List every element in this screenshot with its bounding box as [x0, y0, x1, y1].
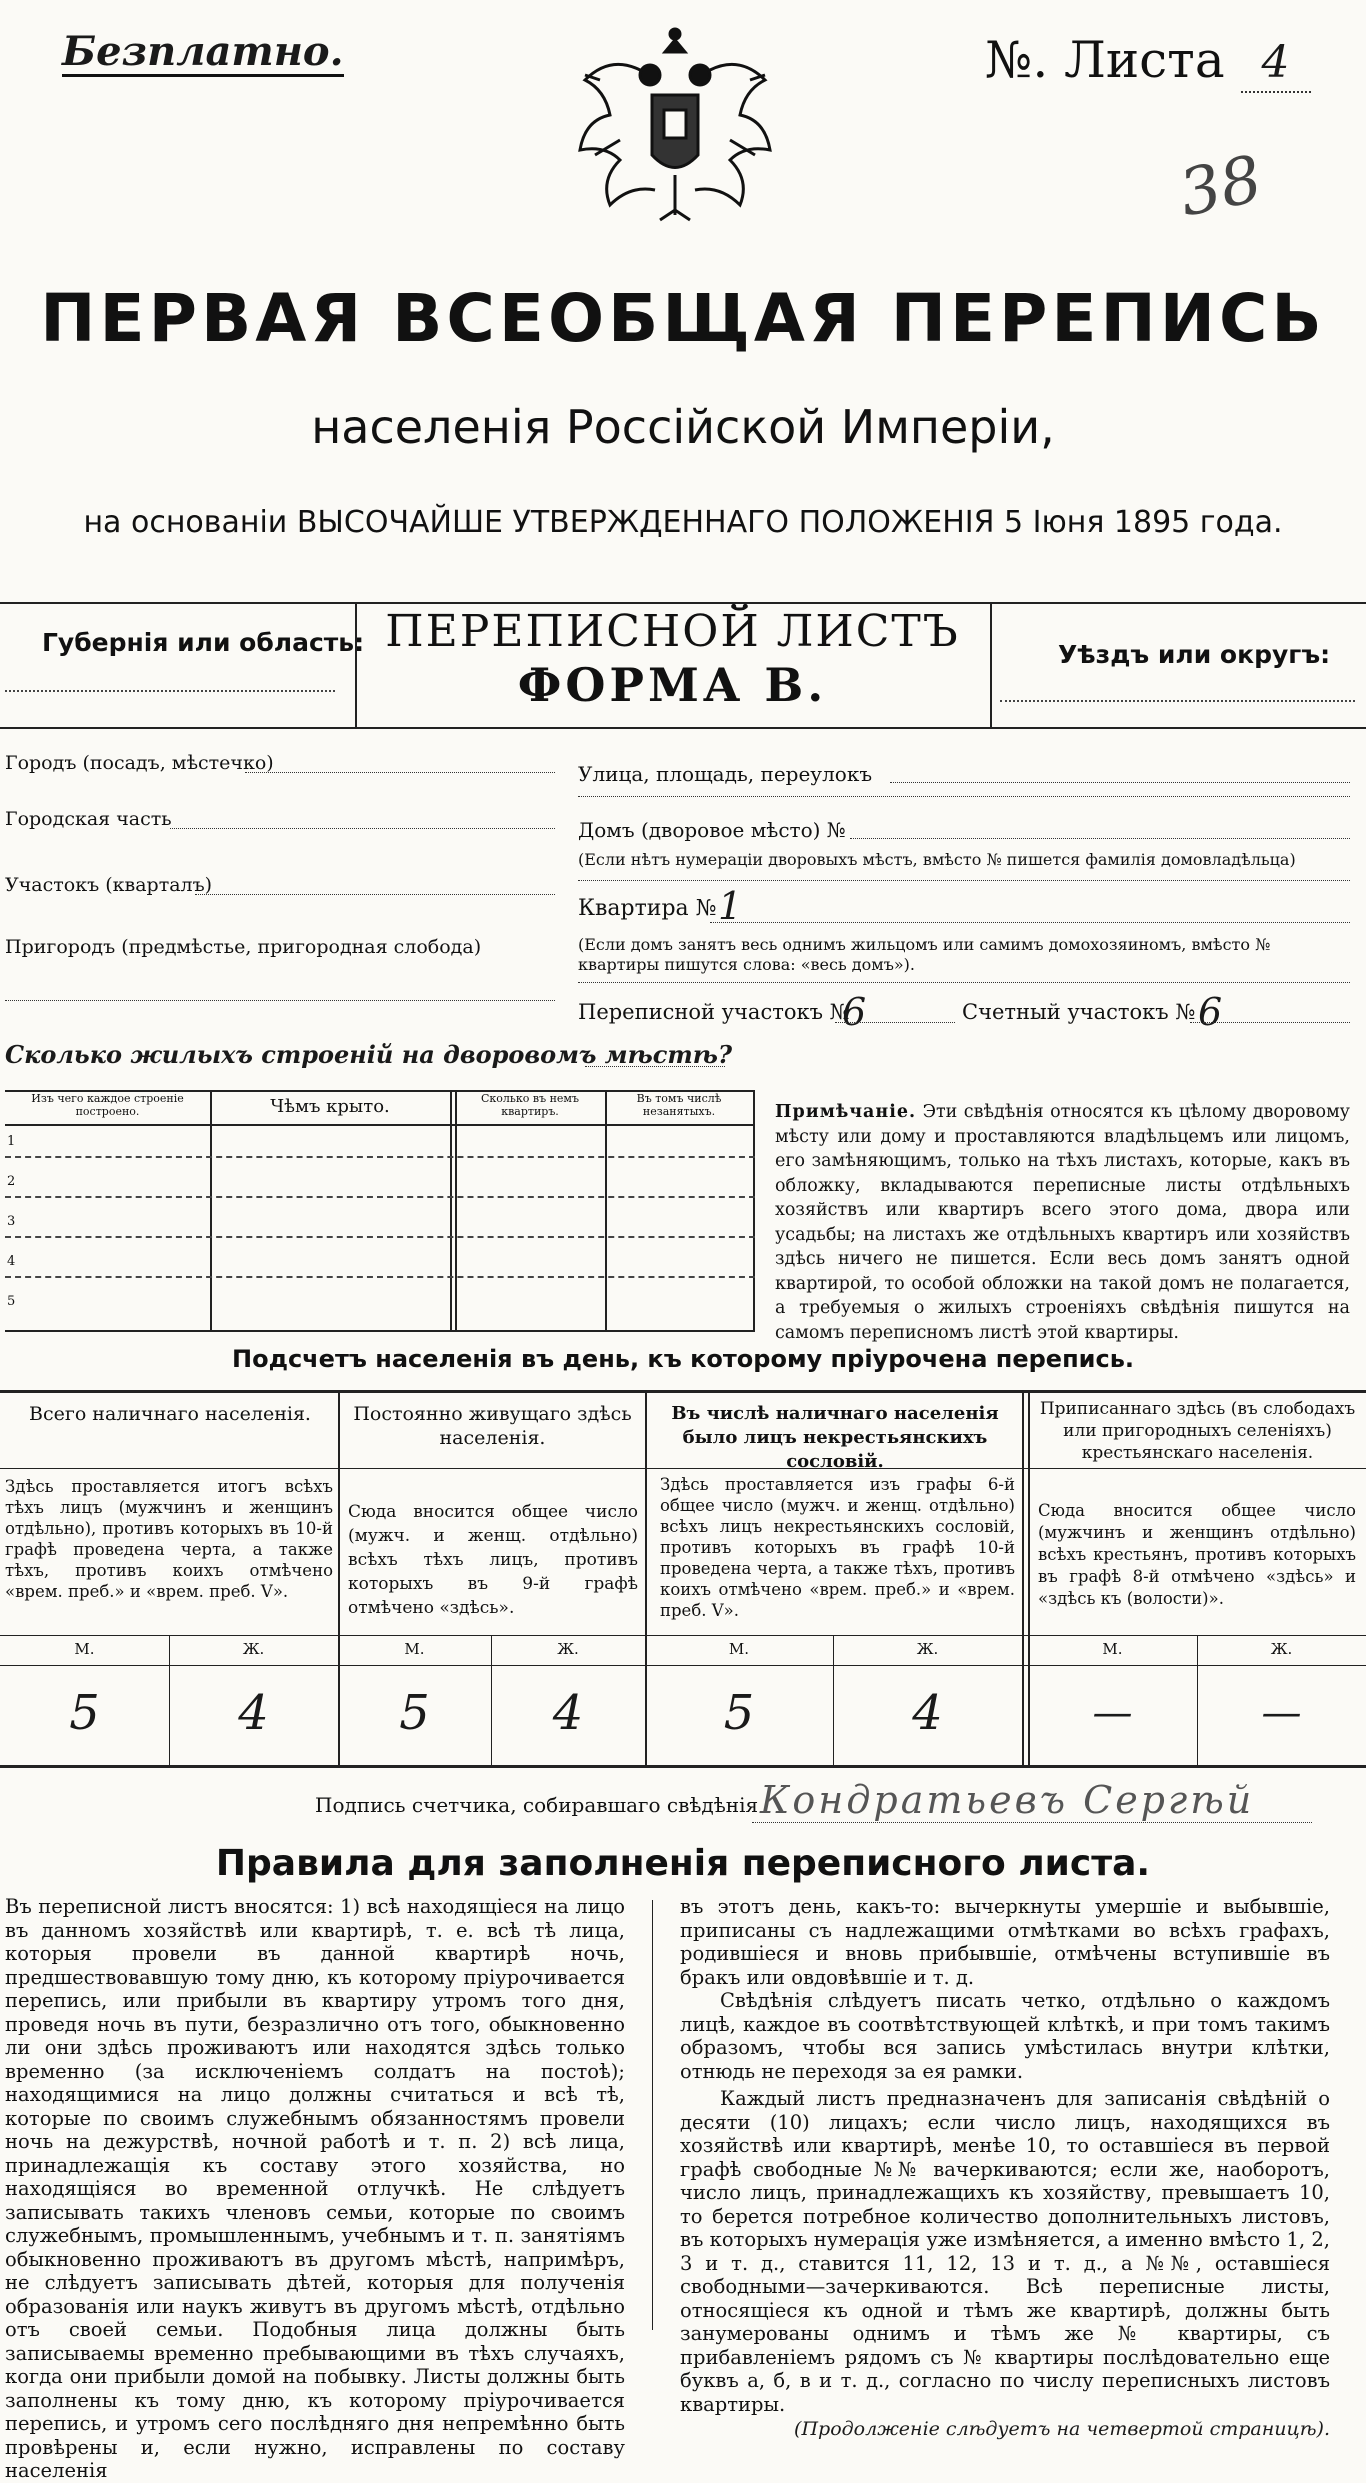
count-col2-m: 5: [399, 1685, 430, 1741]
count-col2-zh-label: Ж.: [557, 1640, 579, 1658]
kvartira-label: Квартира №: [578, 896, 717, 921]
sheet-title: ПЕРЕПИСНОЙ ЛИСТЪ: [385, 606, 960, 657]
perepisnoy-value: 6: [842, 990, 867, 1034]
main-title: ПЕРВАЯ ВСЕОБЩАЯ ПЕРЕПИСЬ: [40, 280, 1326, 357]
count-col3-zh: 4: [912, 1685, 943, 1741]
count-col1-m-label: М.: [74, 1640, 95, 1658]
row-2: 2: [7, 1174, 16, 1189]
gorod-label: Городъ (посадъ, мѣстечко): [5, 752, 274, 774]
kvartira-note: (Если домъ занятъ весь однимъ жильцомъ или самимъ домохозяиномъ, вмѣсто № квартиры пишутся слова: «весь домъ»).: [578, 935, 1271, 974]
sheet-number: [985, 32, 1311, 93]
count-col4-zh: —: [1261, 1690, 1302, 1736]
rules-left-column: Въ переписной листъ вносятся: 1) всѣ находящіеся на лицо въ данномъ хозяйствѣ или квартирѣ, т. е. всѣ тѣ лица, которыя провели въ данной квартирѣ ночь, предшествовавшую тому дню, къ которому пріурочивается перепись, или прибыли въ квартиру утромъ того дня, проведя ночь въ пути, безразлично отъ того, обыкновенно ли они здѣсь проживаютъ или находятся здѣсь только временно (за исключеніемъ солдатъ на постоѣ); находящимися на лицо должны считаться и всѣ тѣ, которые по своимъ служебнымъ обязанностямъ провели ночь на дежурствѣ, ночной работѣ и т. п. 2) всѣ лица, принадлежащія къ составу этого хозяйства, но находящіяся во временной отлучкѣ. Не слѣдуетъ записывать такихъ членовъ семьи, которые по своимъ служебнымъ, промышленнымъ, учебнымъ и т. п. занятіямъ обыкновенно проживаютъ въ другомъ мѣстѣ, напримѣръ, не слѣдуетъ записывать дѣтей, которыя для полученія образованія или наукъ живутъ въ другомъ мѣстѣ, отдѣльно отъ своей семьи. Подобныя лица должны быть записываемы временно пребывающими въ тѣхъ случаяхъ, когда они прибыли домой на побывку. Листы должны быть заполнены къ тому дню, къ которому пріурочивается перепись, и утромъ сего послѣдняго дня непремѣнно быть провѣрены и, если нужно, исправлены по составу населенія: [5, 1895, 625, 2482]
row-1: 1: [7, 1134, 16, 1149]
buildings-table: [5, 1090, 755, 1330]
count-col1-head: Всего наличнаго населенія.: [29, 1403, 311, 1425]
count-col1-m: 5: [69, 1685, 100, 1741]
count-col3-desc: Здѣсь проставляется изъ графы 6-й общее число (мужч. и женщ. отдѣльно) всѣхъ лицъ некрестьянскихъ сословій, противъ которыхъ въ графѣ 10-й проведена черта, а также тѣхъ, противъ коихъ отмѣчено «врем. преб.» и «врем. преб. V».: [660, 1475, 1015, 1620]
rules-right-p1: въ этотъ день, какъ-то: вычеркнуты умершіе и выбывшіе, приписаны съ надлежащими отмѣтками во всѣхъ графахъ, родившіеся и вновь прибывшіе, отмѣчены вступившіе въ бракъ или овдовѣвшіе и т. д.: [680, 1895, 1330, 1989]
count-col2-head: Постоянно живущаго здѣсь населенія.: [353, 1403, 632, 1449]
buildings-note: [775, 1100, 1350, 1345]
count-col2-zh: 4: [552, 1685, 584, 1741]
uchastok-label: Участокъ (кварталъ): [5, 874, 213, 896]
count-table: [0, 1390, 1366, 1765]
row-3: 3: [7, 1214, 16, 1229]
schetny-value: 6: [1198, 990, 1223, 1034]
prigorod-label: Пригородъ (предмѣстье, пригородная слобода): [5, 936, 482, 958]
sheet-number-value: 4: [1241, 35, 1311, 93]
col-apartments: Сколько въ немъ квартиръ.: [481, 1092, 579, 1118]
note-label: Примѣчаніе.: [775, 1102, 917, 1122]
count-title: Подсчетъ населенія въ день, къ которому пріурочена перепись.: [232, 1345, 1134, 1373]
free-label: Безплатно.: [62, 28, 344, 75]
corner-handwritten-mark: 38: [1173, 142, 1269, 232]
col-roof: Чѣмъ крыто.: [270, 1096, 390, 1117]
rules-right-p2: Свѣдѣнія слѣдуетъ писать четко, отдѣльно о каждомъ лицѣ, каждое въ соотвѣтствующей клѣткѣ, и при томъ такимъ образомъ, чтобы вся запись умѣстилась внутри клѣтки, отнюдь не переходя за ея рамки.: [680, 1989, 1330, 2083]
dom-label: Домъ (дворовое мѣсто) №: [578, 818, 846, 842]
form-title: ФОРМА В.: [517, 658, 828, 712]
gubernia-label: Губернія или область:: [42, 628, 365, 657]
count-col3-zh-label: Ж.: [916, 1640, 939, 1658]
double-headed-eagle-emblem: [560, 20, 790, 250]
count-col3-m: 5: [723, 1685, 755, 1741]
count-col4-m-label: М.: [1102, 1640, 1123, 1658]
sheet-number-label: №. Листа: [985, 31, 1225, 89]
row-5: 5: [7, 1294, 16, 1309]
count-col1-desc: Здѣсь проставляется итогъ всѣхъ тѣхъ лицъ (мужчинъ и женщинъ отдѣльно), противъ которыхъ въ 10-й графѣ проведена черта, а также тѣхъ, противъ коихъ отмѣчено «врем. преб.» и «врем. преб. V».: [5, 1477, 333, 1601]
count-col2-desc: Сюда вносится общее число (мужч. и женщ. отдѣльно) всѣхъ тѣхъ лицъ, противъ которыхъ въ 9-й графѣ отмѣчено «здѣсь».: [348, 1502, 638, 1618]
count-col4-zh-label: Ж.: [1270, 1640, 1293, 1658]
row-4: 4: [7, 1254, 16, 1269]
perepisnoy-label: Переписной участокъ №: [578, 1000, 850, 1024]
uezd-label: Уѣздъ или округъ:: [1058, 640, 1331, 669]
rules-continued: (Продолженіе слѣдуетъ на четвертой страницѣ).: [794, 2418, 1330, 2440]
kvartira-value: 1: [718, 884, 743, 928]
buildings-question: Сколько жилыхъ строеній на дворовомъ мѣстѣ?: [5, 1040, 733, 1069]
count-col1-zh: 4: [238, 1685, 269, 1741]
note-text: Эти свѣдѣнія относятся къ цѣлому дворовому мѣсту или дому и проставляются владѣльцемъ или лицомъ, его замѣняющимъ, только на тѣхъ листахъ, которые, какъ въ обложку, вкладываются переписные листы отдѣльныхъ хозяйствъ или квартиръ всего этого дома, двора или усадьбы; на листахъ же отдѣльныхъ квартиръ или хозяйствъ здѣсь ничего не пишется. Если весь домъ занятъ одной квартирой, то особой обложки на такой домъ не полагается, а требуемыя о жилыхъ строеніяхъ свѣдѣнія пишутся на самомъ переписномъ листѣ этой квартиры.: [775, 1102, 1350, 1343]
signature-value: Кондратьевъ Сергѣй: [760, 1778, 1255, 1822]
dom-note: (Если нѣтъ нумераціи дворовыхъ мѣстъ, вмѣсто № пишется фамилія домовладѣльца): [578, 850, 1296, 869]
basis-line: на основаніи ВЫСОЧАЙШЕ УТВЕРЖДЕННАГО ПОЛОЖЕНІЯ 5 Іюня 1895 года.: [83, 505, 1283, 540]
count-col2-m-label: М.: [404, 1640, 425, 1658]
subtitle: населенія Россійской Имперіи,: [311, 400, 1055, 454]
rules-right-column: [680, 1895, 1330, 2440]
col-vacant: Въ томъ числѣ незанятыхъ.: [636, 1092, 722, 1118]
ulitsa-label: Улица, площадь, переулокъ: [578, 762, 873, 786]
schetny-label: Счетный участокъ №: [962, 1000, 1196, 1024]
rules-title: Правила для заполненія переписного листа.: [215, 1843, 1151, 1884]
count-col3-m-label: М.: [728, 1640, 750, 1658]
gorodskaya-label: Городская часть: [5, 808, 172, 830]
col-material: Изъ чего каждое строеніе построено.: [31, 1092, 184, 1118]
count-col4-head: Приписаннаго здѣсь (въ слободахъ или пригородныхъ селеніяхъ) крестьянскаго населенія.: [1039, 1399, 1356, 1463]
count-col4-m: —: [1092, 1690, 1133, 1736]
count-col1-zh-label: Ж.: [242, 1640, 265, 1658]
rules-right-p3: Каждый листъ предназначенъ для записанія свѣдѣній о десяти (10) лицахъ; если число лицъ, находящихся въ хозяйствѣ или квартирѣ, менѣе 10, то оставшіеся въ первой графѣ свободные №№ вачеркиваются; если же, наоборотъ, число лицъ, принадлежащихъ къ хозяйству, превышаетъ 10, то берется потребное количество дополнительныхъ листовъ, въ которыхъ нумерація уже измѣняется, а именно вмѣсто 1, 2, 3 и т. д., ставится 11, 12, 13 и т. д., а №№, оставшіеся свободными—зачеркиваются. Всѣ переписные листы, относящіеся къ одной и тѣмъ же квартирѣ, должны быть занумерованы однимъ и тѣмъ же № квартиры, съ прибавленіемъ рядомъ съ № квартиры послѣдовательно еще буквъ а, б, в и т. д., согласно по числу переписныхъ листовъ квартиры.: [680, 2087, 1330, 2416]
count-col4-desc: Сюда вносится общее число (мужчинъ и женщинъ отдѣльно) всѣхъ крестьянъ, противъ которыхъ въ графѣ 8-й отмѣчено «здѣсь» и «здѣсь къ (волости)».: [1038, 1501, 1356, 1608]
count-col3-head: Въ числѣ наличнаго населенія было лицъ некрестьянскихъ сословій.: [671, 1403, 999, 1472]
signature-label: Подпись счетчика, собиравшаго свѣдѣнія: [315, 1793, 759, 1817]
